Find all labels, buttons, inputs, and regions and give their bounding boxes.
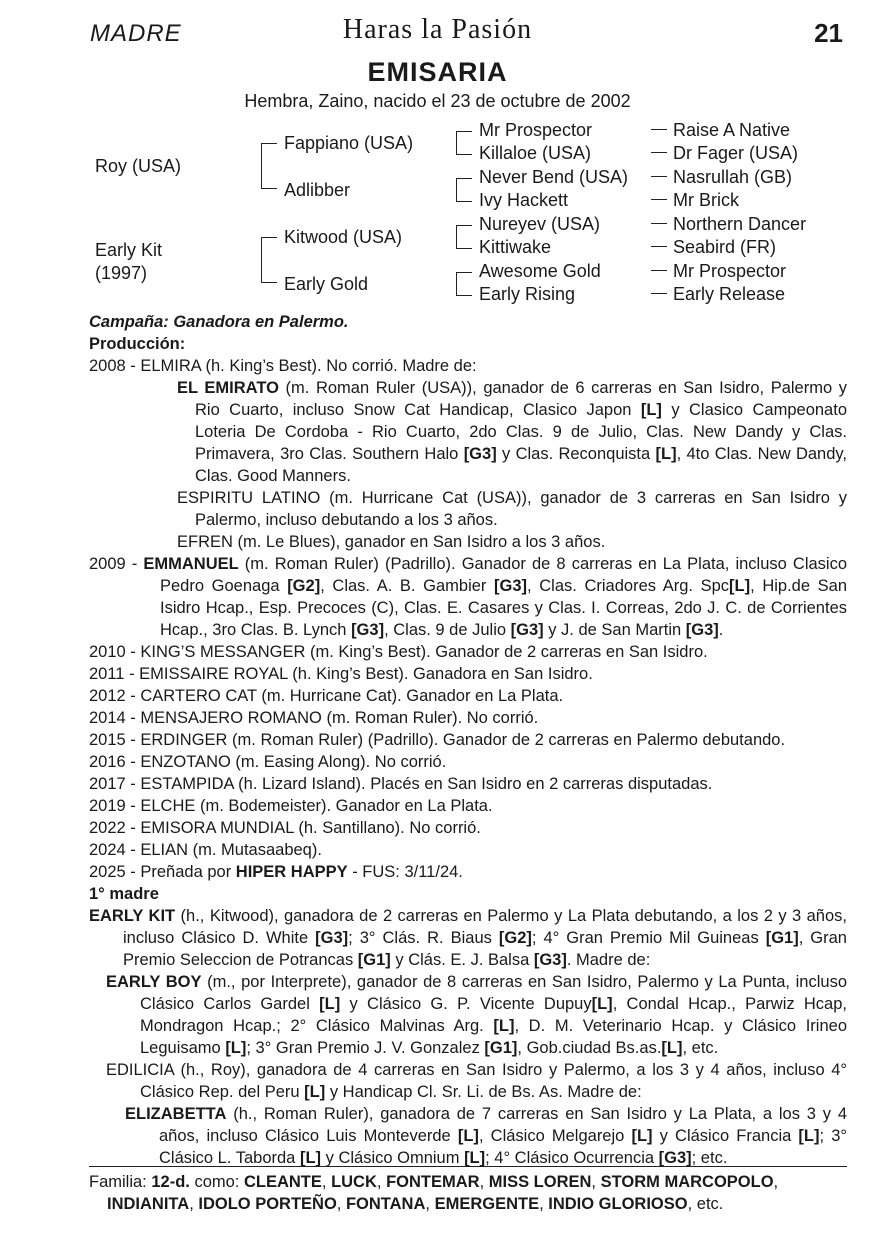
- production-entry: 2012 - CARTERO CAT (m. Hurricane Cat). Ganador en La Plata.: [89, 687, 564, 705]
- pedigree-gen3: Never Bend (USA): [479, 167, 629, 187]
- campaign: Campaña: Ganadora en Palermo.: [89, 313, 349, 331]
- production-entry: 2017 - ESTAMPIDA (h. Lizard Island). Placés en San Isidro en 2 carreras disputadas.: [89, 775, 713, 793]
- pedigree-gen4: Dr Fager (USA): [651, 142, 798, 165]
- bracket: [456, 272, 457, 295]
- pedigree-gen3: Killaloe (USA): [479, 143, 592, 163]
- pedigree-gen3: Awesome Gold: [479, 261, 601, 281]
- pedigree-gen2: Early Gold: [284, 274, 369, 294]
- offspring-entry: EFREN (m. Le Blues), ganador en San Isidro a los 3 años.: [177, 533, 606, 551]
- production-entry: 2025 - Preñada por HIPER HAPPY - FUS: 3/11/24.: [89, 863, 463, 881]
- offspring-entry: ESPIRITU LATINO (m. Hurricane Cat (USA)), ganador de 3 carreras en San Isidro y Palermo, incluso debutando a los 3 años.: [177, 489, 847, 529]
- bracket-tick: [456, 248, 472, 249]
- bracket-tick: [456, 178, 472, 179]
- offspring-entry: EARLY BOY (m., por Interprete), ganador de 8 carreras en San Isidro, Palermo y La Punta, incluso Clásico Carlos Gardel [L] y Clásico G. P. Vicente Dupuy[L], Condal Hcap., Parwiz Hcap, Mondragon Hcap.; 2° Clásico Malvinas Arg. [L], D. M. Veterinario Hcap. y Clásico Irineo Leguisamo [L]; 3° Gran Premio J. V. Gonzalez [G1], Gob.ciudad Bs.as.[L], etc.: [106, 973, 847, 1057]
- bracket: [456, 131, 457, 154]
- dam-entry: EARLY KIT (h., Kitwood), ganadora de 2 carreras en Palermo y La Plata debutando, a los 2 y 3 años, incluso Clásico D. White [G3]; 3° Clás. R. Biaus [G2]; 4° Gran Premio Mil Guineas [G1], Gran Premio Seleccion de Potrancas [G1] y Clás. E. J. Balsa [G3]. Madre de:: [89, 907, 847, 969]
- family-line: Familia: 12-d. como: CLEANTE, LUCK, FONTEMAR, MISS LOREN, STORM MARCOPOLO, INDIANITA, IDOLO PORTEÑO, FONTANA, EMERGENTE, INDIO GLORIOSO, etc.: [89, 1173, 779, 1213]
- offspring-entry: ELIZABETTA (h., Roman Ruler), ganadora de 7 carreras en San Isidro y La Plata, a los 3 y 4 años, incluso Clásico Luis Monteverde [L], Clásico Melgarejo [L] y Clásico Francia [L]; 3° Clásico L. Taborda [L] y Clásico Omnium [L]; 4° Clásico Ocurrencia [G3]; etc.: [125, 1105, 847, 1167]
- divider: [89, 1166, 847, 1167]
- bracket-tick: [456, 201, 472, 202]
- bracket: [456, 225, 457, 248]
- production-entry: 2016 - ENZOTANO (m. Easing Along). No corrió.: [89, 753, 447, 771]
- production-entry: 2014 - MENSAJERO ROMANO (m. Roman Ruler). No corrió.: [89, 709, 539, 727]
- bracket-tick: [456, 154, 472, 155]
- header-stud-name: Haras la Pasión: [342, 14, 533, 45]
- page-number: 21: [814, 18, 843, 48]
- bracket-tick: [456, 272, 472, 273]
- pedigree-gen4: Mr Brick: [651, 189, 739, 212]
- catalog-body: [89, 311, 847, 1169]
- bracket-tick: [456, 131, 472, 132]
- horse-description: Hembra, Zaino, nacido el 23 de octubre de 2002: [244, 91, 631, 111]
- bracket-tick: [261, 188, 277, 189]
- horse-name: EMISARIA: [367, 57, 508, 87]
- pedigree-gen3: Kittiwake: [479, 237, 552, 257]
- dam: Early Kit: [95, 240, 163, 260]
- first-dam-heading: 1° madre: [89, 885, 159, 903]
- bracket-tick: [261, 143, 277, 144]
- pedigree-gen4: Northern Dancer: [651, 213, 806, 236]
- production-entry: 2008 - ELMIRA (h. King’s Best). No corrió. Madre de:: [89, 357, 477, 375]
- bracket: [456, 178, 457, 201]
- dam-year: (1997): [95, 263, 148, 283]
- bracket-tick: [456, 225, 472, 226]
- header-section-label: MADRE: [90, 20, 182, 47]
- pedigree-gen2: Fappiano (USA): [284, 133, 414, 153]
- production-entry: 2022 - EMISORA MUNDIAL (h. Santillano). No corrió.: [89, 819, 481, 837]
- pedigree-gen3: Nureyev (USA): [479, 214, 601, 234]
- offspring-entry: EDILICIA (h., Roy), ganadora de 4 carreras en San Isidro y Palermo, a los 3 y 4 años, incluso 4° Clásico Rep. del Peru [L] y Handicap Cl. Sr. Li. de Bs. As. Madre de:: [106, 1061, 847, 1101]
- bracket-tick: [261, 282, 277, 283]
- production-entry: 2010 - KING’S MESSANGER (m. King’s Best). Ganador de 2 carreras en San Isidro.: [89, 643, 708, 661]
- bracket: [261, 143, 262, 188]
- pedigree-gen3: Mr Prospector: [479, 120, 593, 140]
- pedigree-gen3: Ivy Hackett: [479, 190, 569, 210]
- pedigree-gen4: Raise A Native: [651, 119, 790, 142]
- offspring-entry: EL EMIRATO (m. Roman Ruler (USA)), ganador de 6 carreras en San Isidro, Palermo y Rio Cuarto, incluso Snow Cat Handicap, Clasico Japon [L] y Clasico Campeonato Loteria De Cordoba - Rio Cuarto, 2do Clas. 9 de Julio, Clas. New Dandy y Clas. Primavera, 3ro Clas. Southern Halo [G3] y Clas. Reconquista [L], 4to Clas. New Dandy, Clas. Good Manners.: [177, 379, 848, 485]
- bracket-tick: [261, 237, 277, 238]
- pedigree-gen2: Kitwood (USA): [284, 227, 403, 247]
- bracket-tick: [456, 295, 472, 296]
- production-heading: Producción:: [89, 335, 186, 353]
- pedigree-gen2: Adlibber: [284, 180, 351, 200]
- production-entry: 2019 - ELCHE (m. Bodemeister). Ganador en La Plata.: [89, 797, 493, 815]
- production-entry: 2024 - ELIAN (m. Mutasaabeq).: [89, 841, 322, 859]
- pedigree-gen3: Early Rising: [479, 284, 576, 304]
- pedigree-gen4: Seabird (FR): [651, 236, 776, 259]
- pedigree-gen4: Early Release: [651, 283, 785, 306]
- pedigree-gen4: Nasrullah (GB): [651, 166, 792, 189]
- production-entry: 2009 - EMMANUEL (m. Roman Ruler) (Padrillo). Ganador de 8 carreras en La Plata, incluso Clasico Pedro Goenaga [G2], Clas. A. B. Gambier [G3], Clas. Criadores Arg. Spc[L], Hip.de San Isidro Hcap., Esp. Precoces (C), Clas. E. Casares y Clas. I. Correas, 2do J. C. de Corrientes Hcap., 3ro Clas. B. Lynch [G3], Clas. 9 de Julio [G3] y J. de San Martin [G3].: [89, 555, 848, 639]
- sire: Roy (USA): [95, 156, 182, 176]
- pedigree-gen4: Mr Prospector: [651, 260, 786, 283]
- production-entry: 2011 - EMISSAIRE ROYAL (h. King’s Best). Ganadora en San Isidro.: [89, 665, 593, 683]
- production-entry: 2015 - ERDINGER (m. Roman Ruler) (Padrillo). Ganador de 2 carreras en Palermo debutando.: [89, 731, 786, 749]
- bracket: [261, 237, 262, 282]
